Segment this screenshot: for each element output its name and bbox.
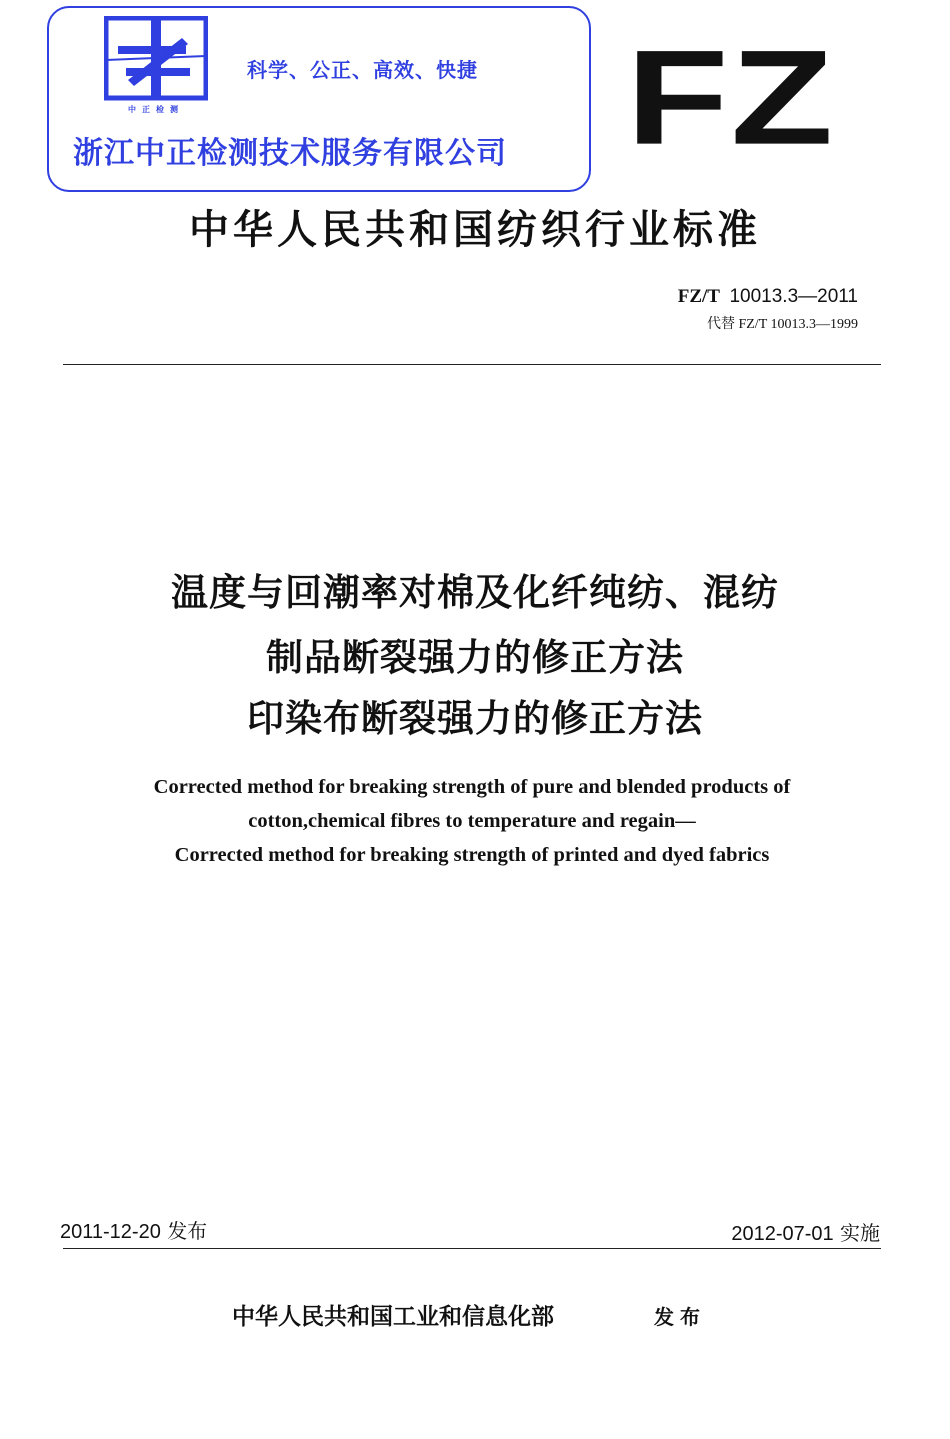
- logo-caption: 中正检测: [128, 105, 184, 114]
- en-title-line-2: cotton,chemical fibres to temperature and regain—: [248, 810, 696, 832]
- implementation-date-value: 2012-07-01: [731, 1223, 834, 1245]
- implementation-date: [731, 1217, 880, 1246]
- stamp-slogan: 科学、公正、高效、快捷: [247, 58, 478, 82]
- issue-date-label: 发布: [167, 1219, 208, 1243]
- en-title-line-1: Corrected method for breaking strength of pure and blended products of: [153, 776, 791, 798]
- standard-code: [678, 286, 858, 308]
- stamp-company-name: 浙江中正检测技术服务有限公司: [73, 136, 507, 171]
- cn-title-line-2: 制品断裂强力的修正方法: [266, 636, 684, 679]
- fz-standard-mark: FZ: [626, 22, 836, 173]
- cn-title-line-3: 印染布断裂强力的修正方法: [247, 697, 703, 740]
- issue-date-value: 2011-12-20: [60, 1221, 161, 1243]
- en-title-line-3: Corrected method for breaking strength of printed and dyed fabrics: [174, 844, 770, 866]
- bottom-divider: [63, 1248, 881, 1249]
- issue-date: [60, 1215, 207, 1244]
- standard-category-title: 中华人民共和国纺织行业标准: [189, 207, 761, 253]
- publish-label: 发布: [654, 1305, 706, 1329]
- company-logo-icon: [104, 16, 208, 104]
- implementation-date-label: 实施: [840, 1221, 880, 1245]
- certification-stamp: [47, 6, 591, 192]
- cn-title-line-1: 温度与回潮率对棉及化纤纯纺、混纺: [171, 571, 779, 614]
- top-divider: [63, 364, 881, 365]
- standard-code-prefix: FZ/T: [677, 286, 720, 307]
- standard-code-number: 10013.3—2011: [729, 286, 858, 307]
- publisher-name: 中华人民共和国工业和信息化部: [232, 1304, 554, 1330]
- replaces-standard: 代替 FZ/T 10013.3—1999: [706, 317, 858, 332]
